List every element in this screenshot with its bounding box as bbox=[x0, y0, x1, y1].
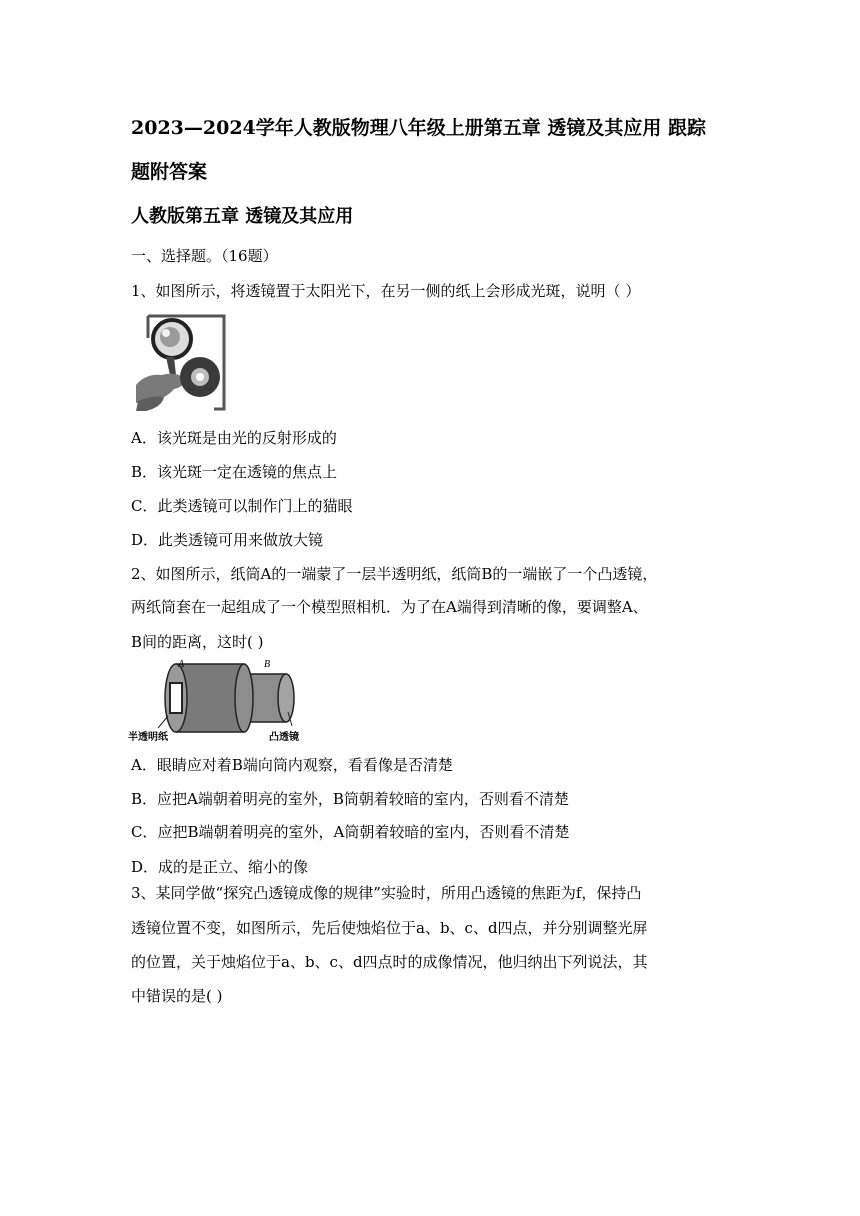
question-3-stem-line-3: 的位置，关于烛焰位于a、b、c、d四点时的成像情况，他归纳出下列说法，其 bbox=[131, 953, 648, 971]
document-title-line-2: 题附答案 bbox=[131, 161, 208, 183]
question-2-option-a: A．眼睛应对着B端向筒内观察，看看像是否清楚 bbox=[131, 756, 453, 774]
section-heading: 一、选择题。（16题） bbox=[131, 247, 278, 265]
question-2-stem-line-3: B间的距离，这时( ) bbox=[131, 633, 264, 651]
tube-a-label: A bbox=[178, 659, 185, 670]
question-2-option-b: B．应把A端朝着明亮的室外，B筒朝着较暗的室内，否则看不清楚 bbox=[131, 790, 569, 808]
question-3-stem-line-2: 透镜位置不变，如图所示，先后使烛焰位于a、b、c、d四点，并分别调整光屏 bbox=[131, 919, 648, 937]
tube-b-label: B bbox=[264, 659, 271, 670]
question-2-option-d: D．成的是正立、缩小的像 bbox=[131, 858, 309, 876]
question-2-option-c: C．应把B端朝着明亮的室外，A筒朝着较暗的室内，否则看不清楚 bbox=[131, 823, 570, 841]
convex-lens-label: 凸透镜 bbox=[269, 732, 299, 743]
question-1-option-b: B．该光斑一定在透镜的焦点上 bbox=[131, 463, 338, 481]
model-camera-figure bbox=[128, 656, 308, 744]
document-title-line-1: 2023—2024学年人教版物理八年级上册第五章 透镜及其应用 跟踪 bbox=[131, 117, 706, 139]
magnifier-sunlight-figure bbox=[136, 313, 230, 415]
question-3-stem-line-4: 中错误的是( ) bbox=[131, 987, 223, 1005]
chapter-heading: 人教版第五章 透镜及其应用 bbox=[131, 206, 354, 227]
question-1-option-a: A．该光斑是由光的反射形成的 bbox=[131, 429, 337, 447]
question-2-stem-line-2: 两纸筒套在一起组成了一个模型照相机．为了在A端得到清晰的像，要调整A、 bbox=[131, 598, 648, 616]
question-1-option-d: D．此类透镜可用来做放大镜 bbox=[131, 531, 324, 549]
question-1-option-c: C．此类透镜可以制作门上的猫眼 bbox=[131, 497, 353, 515]
question-2-stem-line-1: 2、如图所示，纸筒A的一端蒙了一层半透明纸，纸筒B的一端嵌了一个凸透镜， bbox=[131, 565, 658, 583]
translucent-paper-label: 半透明纸 bbox=[128, 732, 168, 743]
question-1-stem: 1、如图所示，将透镜置于太阳光下，在另一侧的纸上会形成光斑，说明（ ） bbox=[131, 282, 641, 300]
question-3-stem-line-1: 3、某同学做“探究凸透镜成像的规律”实验时，所用凸透镜的焦距为f，保持凸 bbox=[131, 884, 642, 902]
